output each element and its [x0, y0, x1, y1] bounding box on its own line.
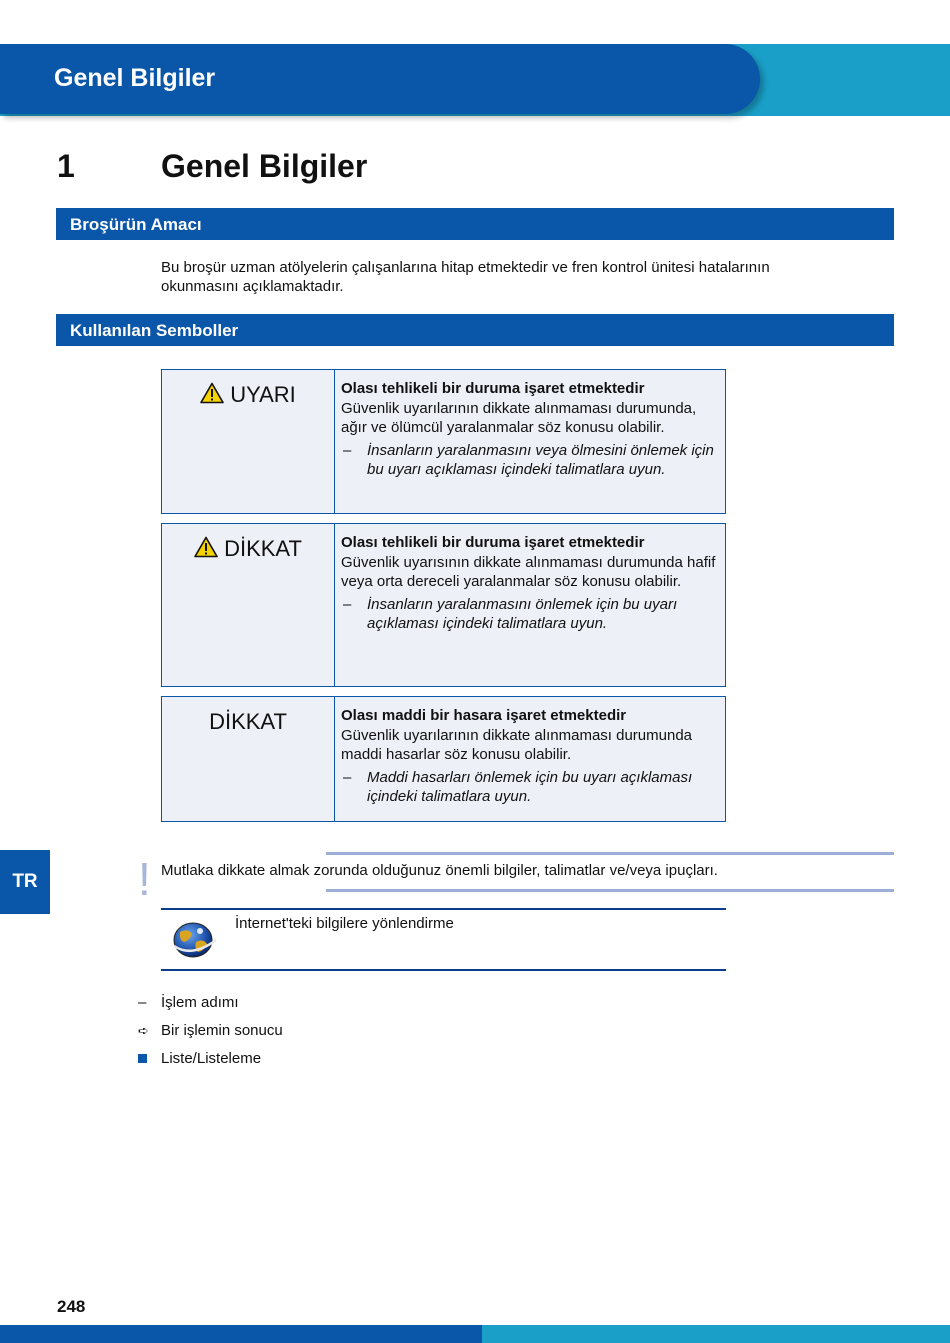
symbol-description	[335, 524, 725, 686]
section-heading-purpose: Broşürün Amacı	[56, 208, 894, 240]
legend-step	[138, 994, 239, 1011]
legend-result	[138, 1022, 283, 1039]
footer-band-light	[482, 1325, 950, 1343]
legend-list-text: Liste/Listeleme	[161, 1050, 262, 1067]
legend-list	[138, 1050, 261, 1067]
symbol-label: UYARI	[230, 382, 296, 407]
header-title: Genel Bilgiler	[54, 64, 216, 92]
symbol-step	[341, 595, 719, 634]
symbol-step	[341, 441, 719, 480]
symbol-body: Güvenlik uyarısının dikkate alınmaması durumunda hafif veya orta dereceli yaralanmalar söz konusu olabilir.	[341, 553, 716, 590]
chapter-title: Genel Bilgiler	[161, 148, 368, 184]
warning-triangle-icon	[200, 382, 224, 404]
step-dash: –	[343, 768, 352, 786]
square-bullet-icon	[138, 1054, 161, 1063]
symbol-body: Güvenlik uyarılarının dikkate alınmaması durumunda maddi hasarlar söz konusu olabilir.	[341, 726, 693, 763]
note-text: Mutlaka dikkate almak zorunda olduğunuz önemli bilgiler, talimatlar ve/veya ipuçları.	[161, 862, 718, 879]
symbol-description	[335, 697, 725, 821]
symbol-description	[335, 370, 725, 513]
purpose-paragraph: Bu broşür uzman atölyelerin çalışanlarına hitap etmektedir ve fren kontrol ünitesi hatalarının okunmasını açıklamaktadır.	[161, 259, 770, 295]
warning-triangle-icon	[194, 536, 218, 558]
symbol-label: DİKKAT	[209, 709, 287, 734]
language-tab: TR	[0, 850, 50, 914]
arrow-right-icon: ➪	[138, 1022, 149, 1038]
globe-icon	[170, 918, 218, 960]
symbol-box-property-damage	[161, 696, 726, 822]
internet-reference-text: İnternet'teki bilgilere yönlendirme	[235, 915, 454, 932]
symbol-box-caution	[161, 523, 726, 687]
symbol-title: Olası tehlikeli bir duruma işaret etmektedir	[341, 534, 645, 551]
exclamation-icon: !	[138, 853, 151, 905]
chapter-number: 1	[57, 148, 75, 184]
step-dash: –	[343, 441, 352, 459]
symbol-title: Olası maddi bir hasara işaret etmektedir	[341, 707, 627, 724]
legend-result-text: Bir işlemin sonucu	[161, 1022, 283, 1039]
internet-divider-top	[161, 908, 726, 910]
note-divider-top	[326, 852, 894, 855]
symbol-step-text: Maddi hasarları önlemek için bu uyarı açıklaması içindeki talimatlara uyun.	[367, 768, 693, 805]
symbol-label-cell	[162, 697, 335, 821]
symbol-title: Olası tehlikeli bir duruma işaret etmektedir	[341, 380, 645, 397]
symbol-box-warning	[161, 369, 726, 514]
symbol-step	[341, 768, 719, 807]
step-dash: –	[343, 595, 352, 613]
symbol-step-text: İnsanların yaralanmasını veya ölmesini önlemek için bu uyarı açıklaması içindeki talimatlara uyun.	[367, 441, 714, 478]
symbol-body: Güvenlik uyarılarının dikkate alınmaması durumunda, ağır ve ölümcül yaralanmalar söz konusu olabilir.	[341, 399, 697, 436]
note-divider-bottom	[326, 889, 894, 892]
internet-divider-bottom	[161, 969, 726, 971]
symbol-step-text: İnsanların yaralanmasını önlemek için bu uyarı açıklaması içindeki talimatlara uyun.	[367, 595, 678, 632]
symbol-label-cell	[162, 524, 335, 686]
page-number: 248	[57, 1297, 86, 1316]
footer-band	[0, 1325, 482, 1343]
symbol-label: DİKKAT	[224, 536, 302, 561]
section-heading-symbols: Kullanılan Semboller	[56, 314, 894, 346]
legend-step-text: İşlem adımı	[161, 994, 239, 1011]
symbol-label-cell	[162, 370, 335, 513]
dash-icon: –	[138, 994, 147, 1011]
